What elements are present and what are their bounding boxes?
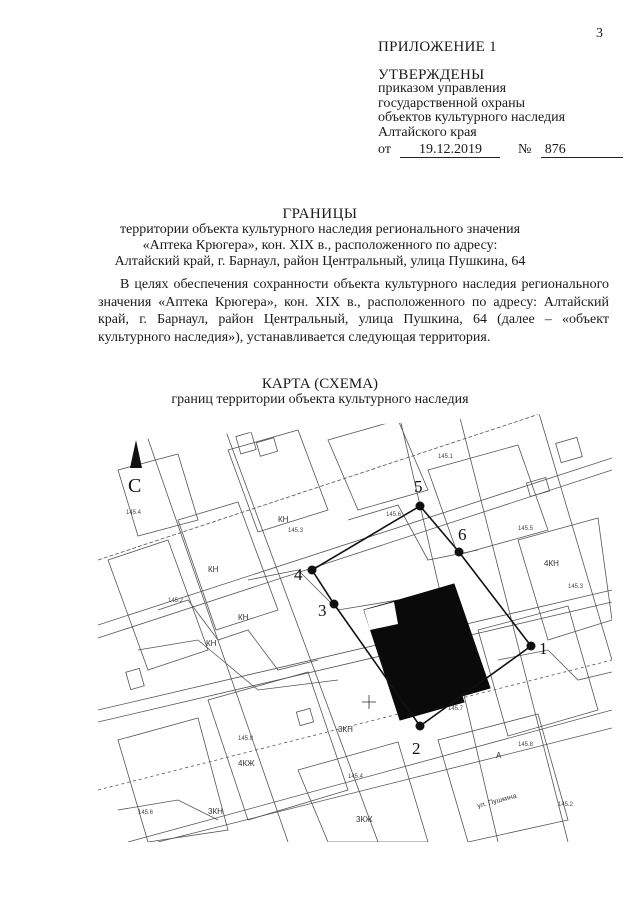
building-label: 4КЖ <box>238 759 255 768</box>
svg-text:145.8: 145.8 <box>518 742 534 748</box>
point-label-6: 6 <box>458 525 467 544</box>
date-prefix: от <box>378 142 391 157</box>
approval-line: объектов культурного наследия <box>378 110 566 125</box>
point-label-2: 2 <box>412 739 421 758</box>
svg-text:145.2: 145.2 <box>168 598 184 604</box>
number-prefix: № <box>517 142 532 157</box>
boundary-map <box>98 410 612 842</box>
building-label: 3КЖ <box>356 815 373 824</box>
point-label-4: 4 <box>294 565 303 584</box>
svg-text:145.5: 145.5 <box>518 526 534 532</box>
svg-text:145.6: 145.6 <box>138 810 154 816</box>
heritage-object <box>364 584 490 720</box>
svg-text:145.9: 145.9 <box>238 736 254 742</box>
building-label: КН <box>206 639 217 648</box>
building-label: 3КН <box>208 807 223 816</box>
svg-text:145.4: 145.4 <box>126 510 142 516</box>
page-number: 3 <box>596 26 603 41</box>
street-label: ул. Пушкина <box>476 792 518 810</box>
building-label: 3КН <box>338 725 353 734</box>
document-title: ГРАНИЦЫ <box>282 206 358 222</box>
subtitle-line: «Аптека Крюгера», кон. XIX в., расположенного по адресу: <box>142 238 498 253</box>
appendix-title: ПРИЛОЖЕНИЕ 1 <box>378 39 497 55</box>
order-date: 19.12.2019 <box>400 142 500 158</box>
point-label-1: 1 <box>539 639 548 658</box>
point-label-5: 5 <box>414 477 423 496</box>
approval-line: приказом управления <box>378 81 507 96</box>
svg-text:145.3: 145.3 <box>288 528 304 534</box>
building-label: КН <box>278 515 289 524</box>
approval-line: государственной охраны <box>378 95 526 111</box>
order-date-number <box>378 142 623 158</box>
subtitle-line: Алтайский край, г. Барнаул, район Центральный, улица Пушкина, 64 <box>114 254 526 269</box>
svg-text:145.6: 145.6 <box>386 512 402 518</box>
document-subtitle <box>0 222 640 270</box>
point-label-3: 3 <box>318 601 327 620</box>
building-label: 4КН <box>544 559 559 568</box>
map-subtitle: границ территории объекта культурного наследия <box>171 392 469 407</box>
north-label: С <box>128 475 142 497</box>
building-label: КН <box>208 565 219 574</box>
svg-text:145.3: 145.3 <box>568 584 584 590</box>
approval-block <box>378 40 623 158</box>
map-title: КАРТА (СХЕМА) <box>261 376 379 392</box>
svg-text:145.1: 145.1 <box>438 454 454 460</box>
svg-text:145.4: 145.4 <box>348 774 364 780</box>
subtitle-line: территории объекта культурного наследия регионального значения <box>119 222 521 237</box>
svg-text:145.2: 145.2 <box>558 802 574 808</box>
reference-cross-icon <box>362 695 376 709</box>
svg-text:145.7: 145.7 <box>448 706 464 712</box>
intro-paragraph: В целях обеспечения сохранности объекта культурного наследия регионального значения «Аптека Крюгера», кон. XIX в., расположенного по адресу: Алтайский край, г. Барнаул, район Центральный, улица Пушкина, 64 (далее – «объект культурного наследия»), устанавливается следующая территория. <box>98 277 609 345</box>
building-labels <box>206 515 559 824</box>
building-label: КН <box>238 613 249 622</box>
north-arrow-icon <box>130 440 142 468</box>
approval-line: Алтайского края <box>378 124 477 140</box>
building-label: А <box>496 751 502 760</box>
approved-heading: УТВЕРЖДЕНЫ <box>378 66 485 83</box>
order-number: 876 <box>541 142 623 158</box>
